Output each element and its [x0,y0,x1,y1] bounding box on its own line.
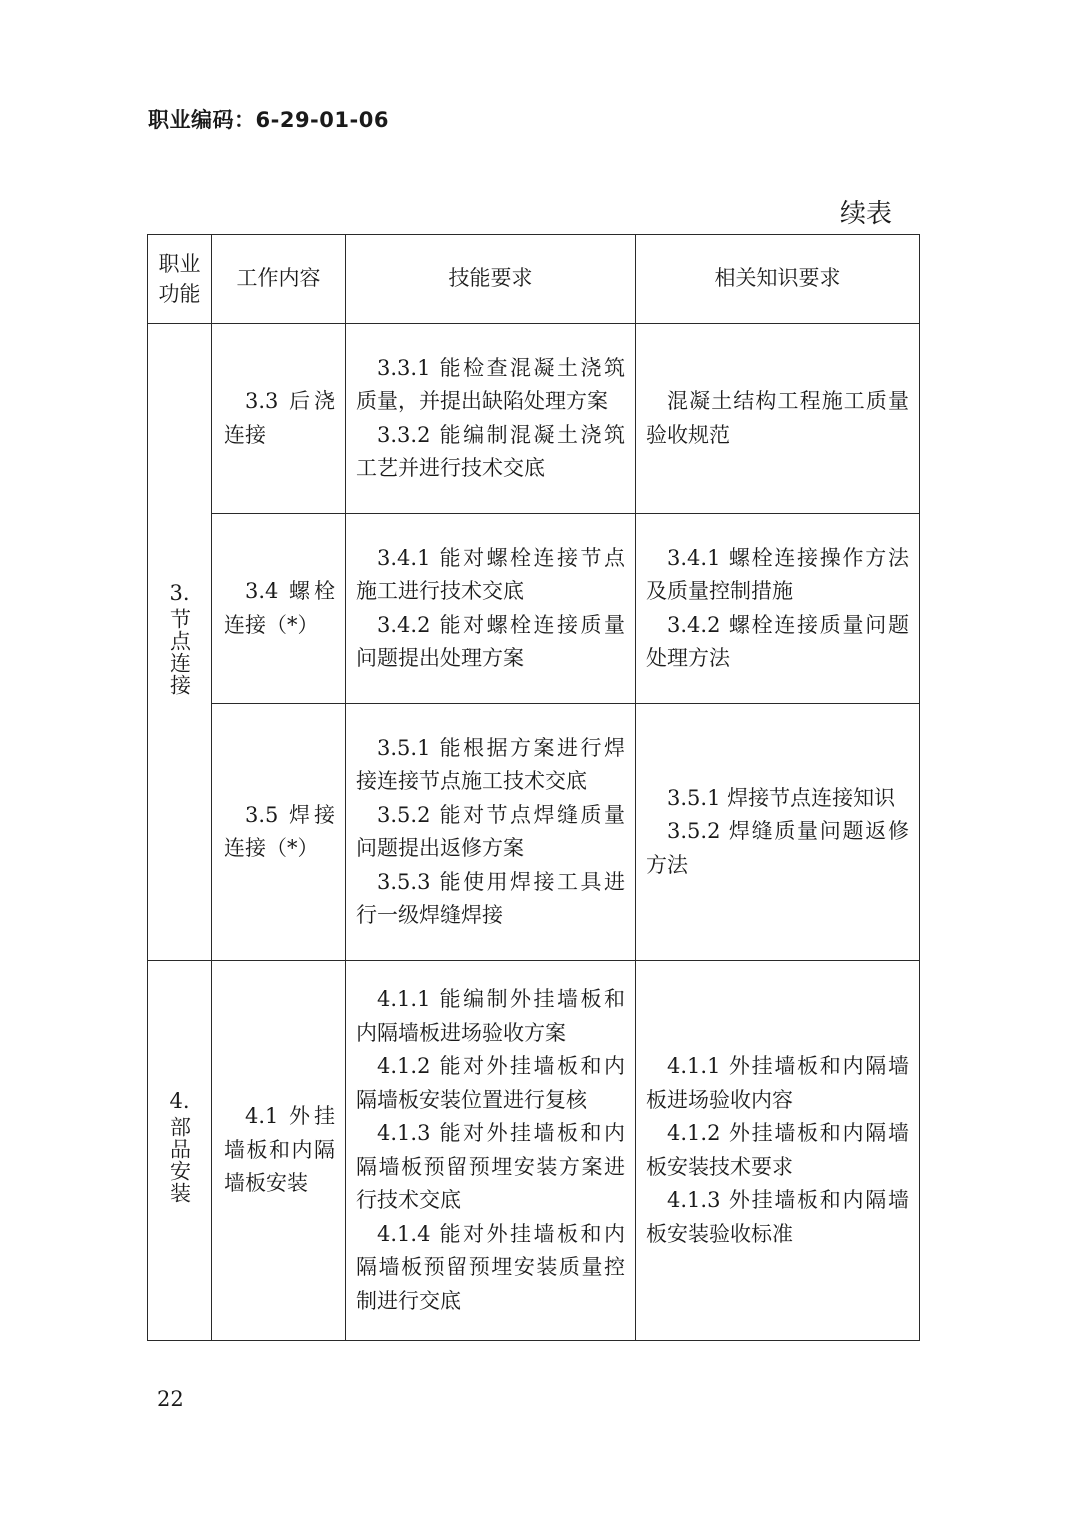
table-row [148,324,920,514]
table-row [148,514,920,704]
skills-cell: 4.1.1 能编制外挂墙板和内隔墙板进场验收方案 4.1.2 能对外挂墙板和内隔墙板安装位置进行复核 4.1.3 能对外挂墙板和内隔墙板预留预埋安装方案进行技术交底 4.1.4 能对外挂墙板和内隔墙板预留预埋安装质量控制进行交底 [346,961,636,1341]
knowledge-cell: 3.5.1 焊接节点连接知识 3.5.2 焊缝质量问题返修方法 [636,704,920,961]
knowledge-cell: 4.1.1 外挂墙板和内隔墙板进场验收内容 4.1.2 外挂墙板和内隔墙板安装技术要求 4.1.3 外挂墙板和内隔墙板安装验收标准 [636,961,920,1341]
function-label: 部品安装 [167,1116,192,1205]
header-function: 职业功能 [148,235,212,324]
function-number: 3. [169,580,190,605]
skills-cell: 3.4.1 能对螺栓连接节点施工进行技术交底 3.4.2 能对螺栓连接质量问题提出处理方案 [346,514,636,704]
occupation-code-label: 职业编码： [148,108,256,132]
function-cell [148,961,212,1341]
knowledge-cell: 混凝土结构工程施工质量验收规范 [636,324,920,514]
table-row [148,961,920,1341]
function-number: 4. [169,1089,190,1114]
work-content-cell: 4.1 外挂墙板和内隔墙板安装 [212,961,346,1341]
table-row [148,704,920,961]
function-label: 节点连接 [167,607,192,696]
knowledge-cell: 3.4.1 螺栓连接操作方法及质量控制措施 3.4.2 螺栓连接质量问题处理方法 [636,514,920,704]
page-number: 22 [157,1387,184,1411]
table-header-row [148,235,920,324]
header-knowledge-requirements: 相关知识要求 [636,235,920,324]
function-cell [148,324,212,961]
occupation-code-value: 6-29-01-06 [255,108,389,132]
work-content-cell: 3.3 后浇连接 [212,324,346,514]
skills-cell: 3.5.1 能根据方案进行焊接连接节点施工技术交底 3.5.2 能对节点焊缝质量问题提出返修方案 3.5.3 能使用焊接工具进行一级焊缝焊接 [346,704,636,961]
continued-table-label: 续表 [840,199,893,229]
header-work-content: 工作内容 [212,235,346,324]
skills-cell: 3.3.1 能检查混凝土浇筑质量，并提出缺陷处理方案 3.3.2 能编制混凝土浇筑工艺并进行技术交底 [346,324,636,514]
skill-standard-table [147,234,920,1341]
occupation-code [148,104,389,134]
work-content-cell: 3.5 焊接连接（*） [212,704,346,961]
work-content-cell: 3.4 螺栓连接（*） [212,514,346,704]
header-skill-requirements: 技能要求 [346,235,636,324]
